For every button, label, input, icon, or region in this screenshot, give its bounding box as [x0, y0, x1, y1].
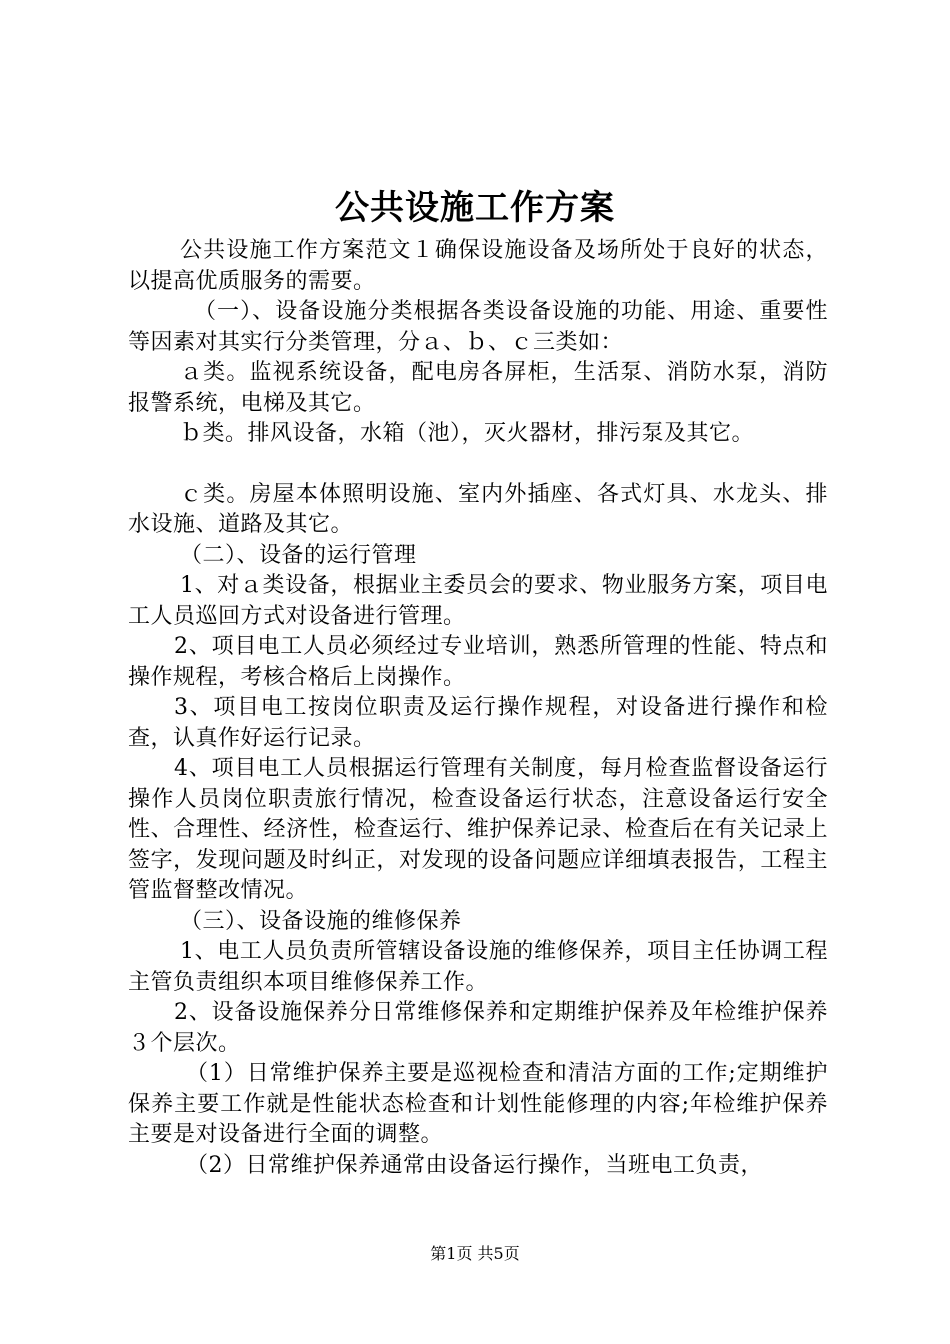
- paragraph-operation-1: 1、对ａ类设备，根据业主委员会的要求、物业服务方案，项目电工人员巡回方式对设备进行管理。: [128, 573, 828, 629]
- paragraph-class-b: ｂ类。排风设备，水箱（池），灭火器材，排污泵及其它。: [180, 421, 755, 446]
- paragraph-operation-4: 4、项目电工人员根据运行管理有关制度，每月检查监督设备运行操作人员岗位职责旅行情况，检查设备运行状态，注意设备运行安全性、合理性、经济性，检查运行、维护保养记录、检查后在有关记录上签字，发现问题及时纠正，对发现的设备问题应详细填表报告，工程主管监督整改情况。: [128, 756, 828, 903]
- page-footer: 第1页 共5页: [430, 1244, 520, 1263]
- paragraph-maintenance-2: 2、设备设施保养分日常维修保养和定期维护保养及年检维护保养３个层次。: [128, 1000, 828, 1056]
- paragraph-section-2-heading: （二）、设备的运行管理: [180, 542, 417, 568]
- paragraph-maintenance-2-2: （2）日常维护保养通常由设备运行操作，当班电工负责，: [186, 1152, 763, 1178]
- paragraph-class-a: ａ类。监视系统设备，配电房各屏柜，生活泵、消防水泵，消防报警系统，电梯及其它。: [128, 360, 828, 416]
- paragraph-operation-3: 3、项目电工按岗位职责及运行操作规程，对设备进行操作和检查，认真作好运行记录。: [128, 695, 828, 751]
- paragraph-maintenance-1: 1、电工人员负责所管辖设备设施的维修保养，项目主任协调工程主管负责组织本项目维修保养工作。: [128, 939, 828, 995]
- paragraph-intro: 公共设施工作方案范文１确保设施设备及场所处于良好的状态，以提高优质服务的需要。: [128, 238, 828, 294]
- paragraph-class-c: ｃ类。房屋本体照明设施、室内外插座、各式灯具、水龙头、排水设施、道路及其它。: [128, 481, 828, 537]
- blank-line: [128, 450, 828, 480]
- paragraph-section-3-heading: （三）、设备设施的维修保养: [180, 908, 462, 934]
- paragraph-section-1-heading: （一）、设备设施分类根据各类设备设施的功能、用途、重要性等因素对其实行分类管理，分ａ、ｂ、ｃ三类如：: [128, 299, 828, 355]
- page-title: 公共设施工作方案: [335, 188, 615, 228]
- document-body: [128, 236, 828, 1181]
- paragraph-maintenance-2-1: （1）日常维护保养主要是巡视检查和清洁方面的工作;定期维护保养主要工作就是性能状态检查和计划性能修理的内容;年检维护保养主要是对设备进行全面的调整。: [128, 1061, 828, 1147]
- paragraph-operation-2: 2、项目电工人员必须经过专业培训，熟悉所管理的性能、特点和操作规程，考核合格后上岗操作。: [128, 634, 828, 690]
